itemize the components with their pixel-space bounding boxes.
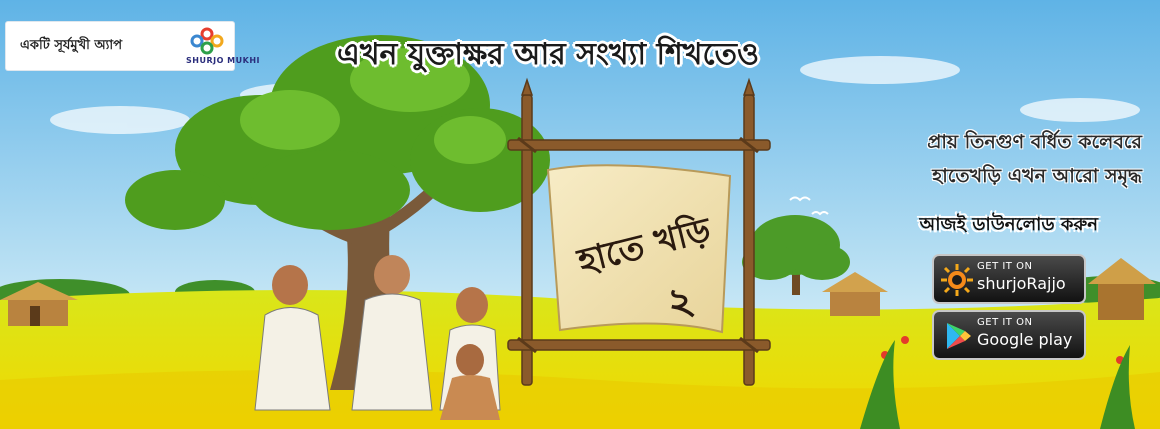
brand-badge — [6, 22, 261, 70]
board-number: ২ — [662, 276, 699, 328]
shurjorajjo-get-it-on: GET IT ON — [977, 261, 1033, 272]
shurjorajjo-sun-icon — [940, 263, 974, 297]
shurjorajjo-label: shurjoRajjo — [977, 274, 1066, 293]
google-play-get-it-on: GET IT ON — [977, 317, 1033, 328]
google-play-icon — [940, 319, 974, 353]
headline: এখন যুক্তাক্ষর আর সংখ্যা শিখতেও — [337, 37, 760, 72]
download-cta: আজই ডাউনলোড করুন — [919, 214, 1098, 235]
brand-tagline: একটি সূর্যমুখী অ্যাপ — [20, 38, 123, 53]
brand-name: SHURJO MUKHI — [186, 56, 261, 65]
board-title: হাতে খড়ি — [574, 210, 715, 282]
google-play-button[interactable] — [932, 310, 1086, 360]
google-play-label: Google play — [977, 330, 1073, 349]
promo-line-2: হাতেখড়ি এখন আরো সমৃদ্ধ — [932, 165, 1142, 187]
shurjorajjo-store-button[interactable] — [932, 254, 1086, 304]
promo-line-1: প্রায় তিনগুণ বর্ধিত কলেবরে — [927, 131, 1142, 153]
